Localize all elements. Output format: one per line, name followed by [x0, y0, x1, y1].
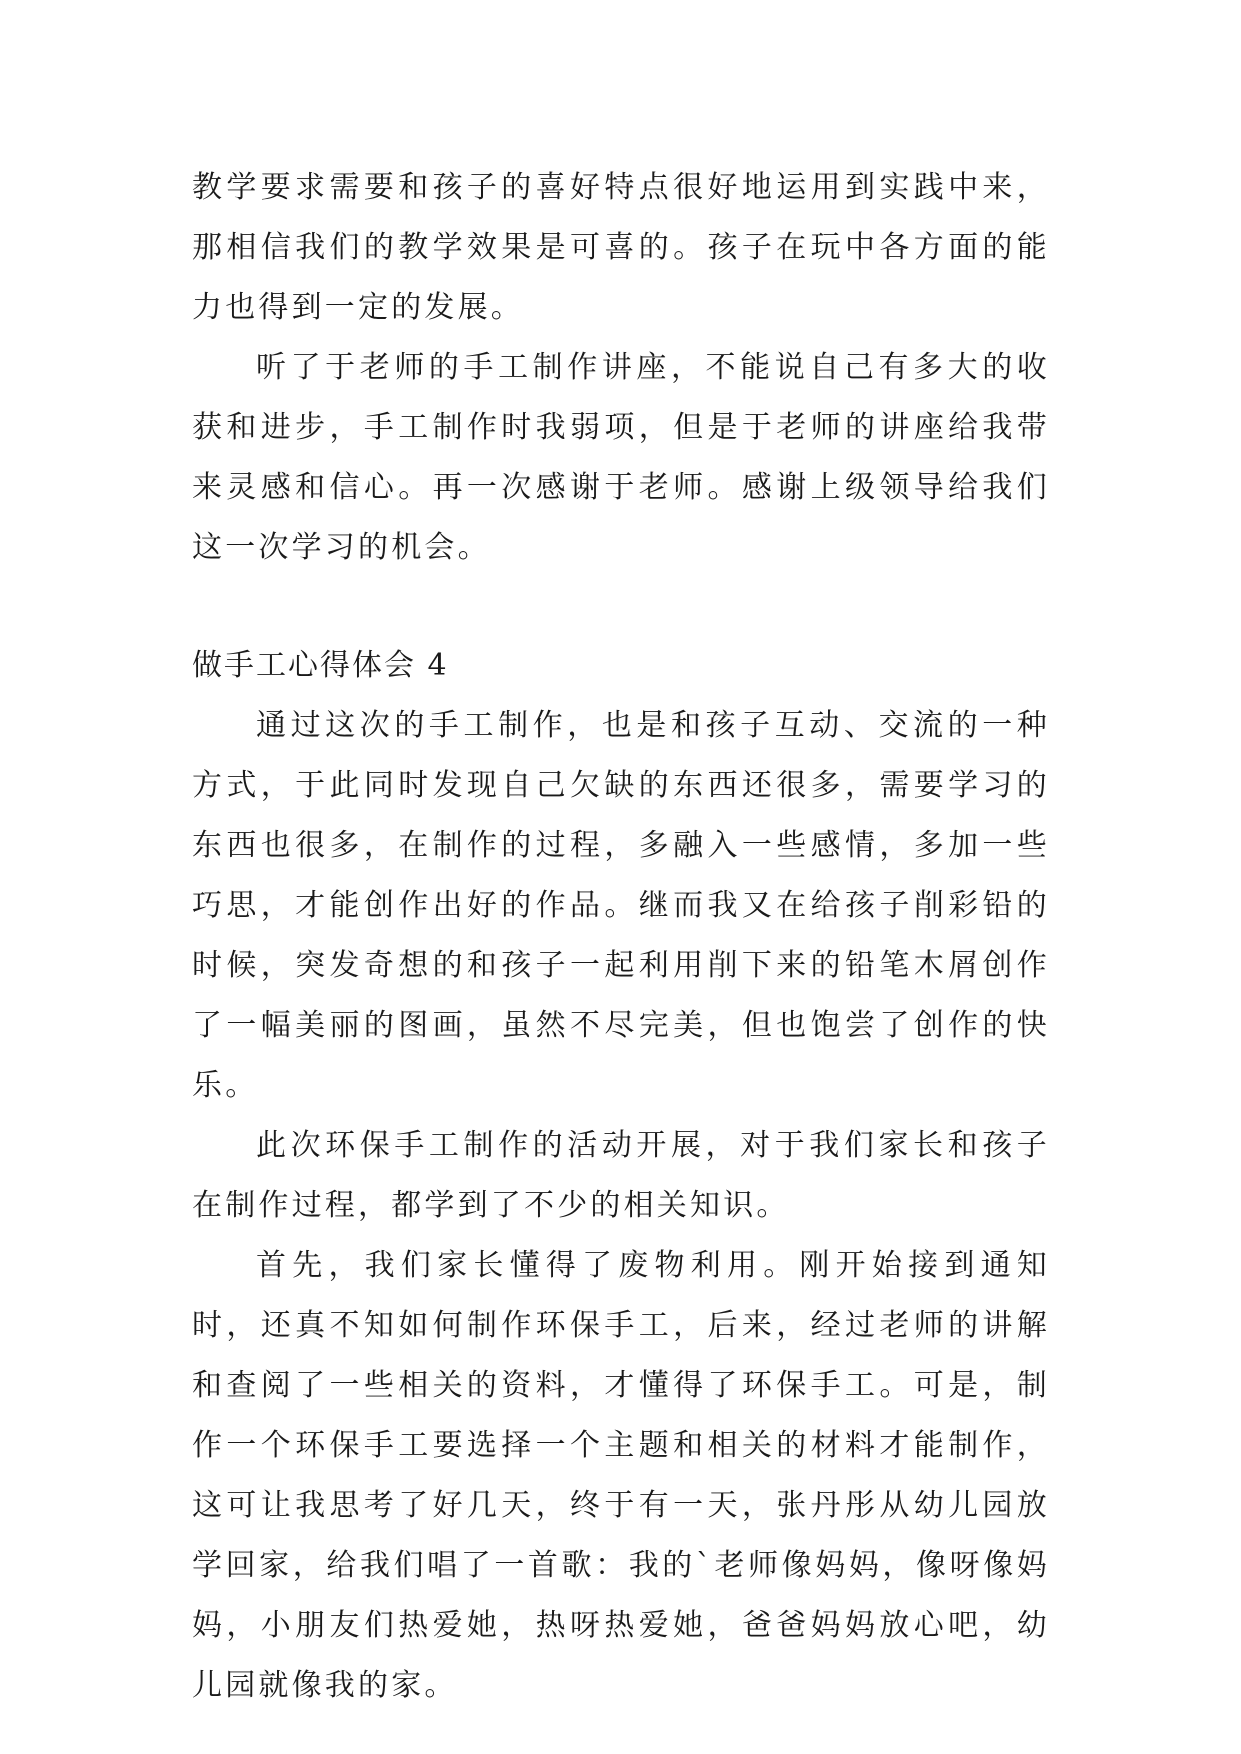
- paragraph-eco-activity: 此次环保手工制作的活动开展，对于我们家长和孩子在制作过程，都学到了不少的相关知识。: [192, 1128, 1050, 1223]
- paragraph-handcraft-interaction: 通过这次的手工制作，也是和孩子互动、交流的一种方式，于此同时发现自己欠缺的东西还很多，需要学习的东西也很多，在制作的过程，多融入一些感情，多加一些巧思，才能创作出好的作品。继而我又在给孩子削彩铅的时候，突发奇想的和孩子一起利用削下来的铅笔木屑创作了一幅美丽的图画，虽然不尽完美，但也饱尝了创作的快乐。: [192, 708, 1050, 1103]
- document-body: [192, 158, 1050, 1716]
- section-heading: 做手工心得体会 4: [192, 648, 449, 683]
- paragraph-lecture-reflection: 听了于老师的手工制作讲座，不能说自己有多大的收获和进步，手工制作时我弱项，但是于老师的讲座给我带来灵感和信心。再一次感谢于老师。感谢上级领导给我们这一次学习的机会。: [192, 350, 1050, 565]
- paragraph-continued: 教学要求需要和孩子的喜好特点很好地运用到实践中来，那相信我们的教学效果是可喜的。孩子在玩中各方面的能力也得到一定的发展。: [192, 170, 1050, 325]
- paragraph-recycling: 首先，我们家长懂得了废物利用。刚开始接到通知时，还真不知如何制作环保手工，后来，经过老师的讲解和查阅了一些相关的资料，才懂得了环保手工。可是，制作一个环保手工要选择一个主题和相关的材料才能制作，这可让我思考了好几天，终于有一天，张丹彤从幼儿园放学回家，给我们唱了一首歌：我的`老师像妈妈，像呀像妈妈，小朋友们热爱她，热呀热爱她，爸爸妈妈放心吧，幼儿园就像我的家。: [192, 1248, 1050, 1703]
